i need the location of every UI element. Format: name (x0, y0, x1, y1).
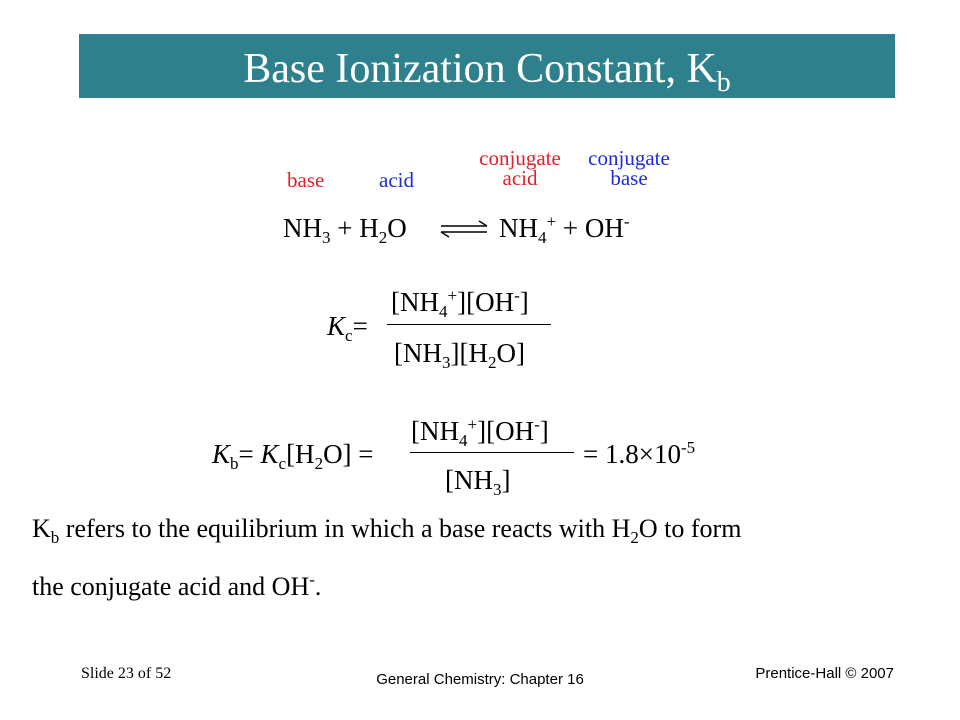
label-acid: acid (379, 168, 414, 192)
explanation-subscript-2: 2 (630, 528, 639, 547)
kc-num-sup-plus: + (447, 286, 458, 305)
kc-den-sub-3: 3 (442, 353, 451, 372)
kb-left (212, 439, 374, 473)
kb-h2o-close: O] = (323, 439, 374, 469)
kc-num-close: ] (519, 287, 529, 317)
reactant-subscript-3: 3 (322, 228, 331, 247)
reactant-o: O (387, 213, 407, 243)
kb-num-nh: [NH (411, 416, 459, 446)
product-subscript-4: 4 (538, 228, 547, 247)
label-conjugate-base-line1: conjugate (588, 146, 670, 170)
explanation-line1-end: O to form (638, 514, 742, 543)
kb-numerator (411, 415, 549, 450)
kc-equals: = (352, 311, 368, 341)
kb-num-close: ] (539, 416, 549, 446)
kb-num-sup-plus: + (467, 415, 478, 434)
product-nh: NH (499, 213, 538, 243)
kc-num-sub-4: 4 (439, 302, 448, 321)
reactant-subscript-2: 2 (378, 228, 388, 247)
reaction-left (283, 213, 407, 247)
kc-den-o: O] (496, 338, 525, 368)
title-main: Base Ionization Constant, K (243, 46, 717, 92)
kb-den-close: ] (501, 465, 511, 495)
footer-chapter: General Chemistry: Chapter 16 (376, 671, 584, 688)
kc-k: K (327, 311, 346, 341)
explanation-line1 (32, 514, 742, 547)
label-conjugate-acid (468, 148, 572, 188)
footer-copyright: Prentice-Hall © 2007 (755, 665, 894, 682)
kb-result (583, 439, 695, 470)
label-conjugate-base (577, 148, 681, 188)
kb-kc-subscript-c: c (278, 454, 287, 473)
kc-num-nh: [NH (391, 287, 439, 317)
kc-numerator (391, 286, 529, 321)
kb-num-sub-4: 4 (459, 431, 468, 450)
explanation-line2-end: . (314, 572, 322, 601)
reactant-plus-h: + H (330, 213, 379, 243)
product-superscript-plus: + (546, 212, 557, 231)
explanation-subscript-b: b (50, 528, 60, 547)
label-conjugate-base-line2: base (610, 166, 648, 190)
explanation-line2 (32, 572, 321, 602)
equilibrium-arrow-icon (437, 219, 491, 239)
kb-num-sup-minus: - (534, 415, 540, 434)
kb-h2o-open: [H (286, 439, 315, 469)
kb-fraction-bar (410, 452, 574, 453)
product-superscript-minus: - (623, 212, 630, 231)
kb-result-exponent: -5 (680, 438, 696, 457)
kb-equals: = (238, 439, 261, 469)
kc-num-oh: ][OH (457, 287, 515, 317)
slide-title (79, 34, 895, 98)
label-base: base (287, 168, 325, 192)
kb-subscript-b: b (230, 454, 239, 473)
reaction-right (499, 212, 630, 247)
kb-num-oh: ][OH (477, 416, 535, 446)
kc-den-sub-2: 2 (487, 353, 497, 372)
label-conjugate-acid-line1: conjugate (479, 146, 561, 170)
kc-denominator (394, 338, 525, 372)
kb-kc-k: K (260, 439, 279, 469)
kc-fraction-bar (387, 324, 551, 325)
kc-den-nh: [NH (394, 338, 442, 368)
kb-result-value: = 1.8×10 (583, 439, 681, 469)
explanation-line2-text: the conjugate acid and OH (32, 572, 310, 601)
kb-denominator (445, 465, 511, 499)
kc-den-h: ][H (450, 338, 488, 368)
kc-label (327, 311, 368, 345)
kc-num-sup-minus: - (514, 286, 520, 305)
reactant-nh: NH (283, 213, 322, 243)
kc-subscript-c: c (345, 326, 353, 345)
explanation-line1-text: refers to the equilibrium in which a base reacts with H (59, 514, 631, 543)
kb-k: K (212, 439, 231, 469)
explanation-k: K (32, 514, 51, 543)
explanation-line2-superscript: - (309, 570, 315, 589)
label-conjugate-acid-line2: acid (502, 166, 538, 190)
title-subscript: b (716, 67, 731, 98)
kb-h2o-sub-2: 2 (314, 454, 324, 473)
title-bar (79, 34, 895, 98)
product-plus-oh: + OH (556, 213, 624, 243)
footer-slide-number: Slide 23 of 52 (81, 665, 172, 682)
kb-den-sub-3: 3 (493, 480, 502, 499)
kb-den-nh: [NH (445, 465, 493, 495)
